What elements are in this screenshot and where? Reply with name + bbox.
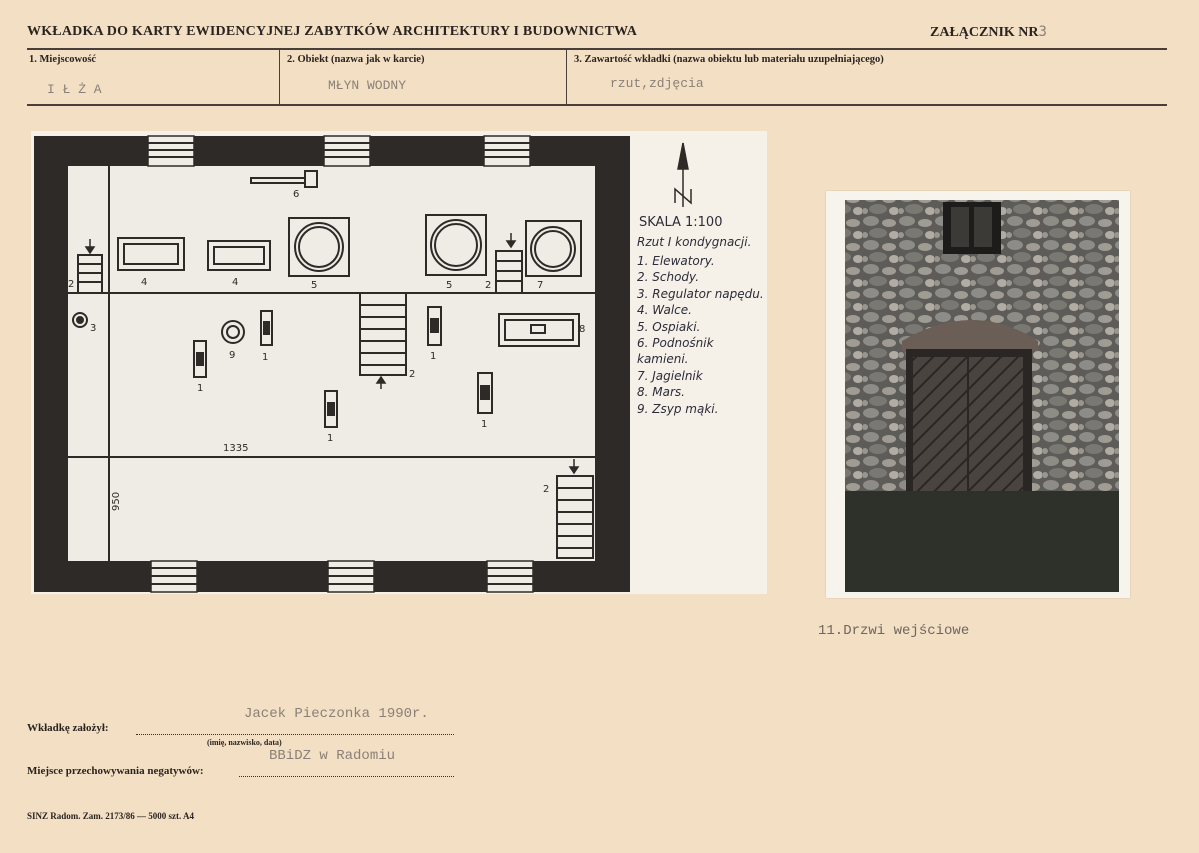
legend-item: 6. Podnośnik kamieni. [637, 336, 714, 367]
legend-item: 3. Regulator napędu. [637, 286, 764, 301]
label-2-right: 2 [485, 280, 492, 291]
dimension-width: 1335 [223, 443, 249, 454]
label-1-b: 1 [197, 383, 204, 394]
object-value: MŁYN WODNY [328, 78, 407, 93]
plan-scale: SKALA 1:100 [639, 215, 723, 230]
label-9: 9 [229, 350, 236, 361]
legend-item: 4. Walce. [637, 303, 692, 318]
label-5-a: 5 [311, 280, 318, 291]
author-value: Jacek Pieczonka 1990r. [244, 706, 429, 722]
label-1-c: 1 [430, 351, 437, 362]
plan-subtitle: Rzut I kondygnacji. [637, 235, 752, 249]
legend-item: 7. Jagielnik [637, 368, 703, 383]
label-3: 3 [90, 323, 97, 334]
locality-label: 1. Miejscowość [29, 54, 97, 65]
form-title: WKŁADKA DO KARTY EWIDENCYJNEJ ZABYTKÓW ARCHITEKTURY I BUDOWNICTWA [27, 24, 638, 39]
author-hint: (imię, nazwisko, data) [207, 738, 282, 747]
label-4-a: 4 [141, 277, 148, 288]
legend-item: 5. Ospiaki. [637, 319, 701, 334]
mars-sieve [499, 314, 579, 346]
upper-window-pane [974, 207, 992, 247]
north-arrow [675, 143, 691, 207]
legend-item: 1. Elewatory. [637, 254, 715, 268]
floor-plan-sheet [31, 131, 767, 594]
legend-item: 9. Zsyp mąki. [637, 401, 719, 416]
label-8: 8 [579, 324, 586, 335]
field-divider-1 [279, 50, 280, 104]
flour-chute [222, 321, 244, 343]
legend-item: 8. Mars. [637, 385, 685, 400]
locality-value: I Ł Ż A [47, 82, 102, 97]
grass [845, 491, 1119, 592]
fields-bottom-rule [27, 104, 1167, 106]
plan-legend [637, 253, 765, 417]
field-divider-2 [566, 50, 567, 104]
storage-label: Miejsce przechowywania negatywów: [27, 765, 204, 777]
label-2-left: 2 [68, 279, 75, 290]
label-4-b: 4 [232, 277, 239, 288]
print-footer: SINZ Radom. Zam. 2173/86 — 5000 szt. A4 [27, 811, 195, 821]
author-label: Wkładkę założył: [27, 722, 109, 734]
label-5-b: 5 [446, 280, 453, 291]
label-6: 6 [293, 189, 300, 200]
grinders [289, 215, 581, 276]
object-label: 2. Obiekt (nazwa jak w karcie) [287, 54, 425, 65]
content-value: rzut,zdjęcia [610, 76, 704, 91]
annex-label [930, 24, 1047, 41]
label-1-e: 1 [481, 419, 488, 430]
legend-item: 2. Schody. [637, 270, 700, 285]
photo-caption: 11.Drzwi wejściowe [818, 623, 970, 639]
door-photo-frame [826, 191, 1130, 598]
label-2-center: 2 [409, 369, 416, 380]
door-leaf-left [913, 357, 967, 495]
content-label: 3. Zawartość wkładki (nazwa obiektu lub materiału uzupełniającego) [574, 54, 884, 65]
label-2-bottom: 2 [543, 484, 550, 495]
door-photo [826, 191, 1130, 598]
storage-dotted-line [239, 775, 454, 777]
dimension-depth: 950 [111, 491, 122, 511]
door-leaf-right [969, 357, 1023, 495]
label-1-a: 1 [262, 352, 269, 363]
label-1-d: 1 [327, 433, 334, 444]
author-dotted-line [136, 733, 454, 735]
storage-value: BBiDZ w Radomiu [269, 748, 396, 764]
annex-number: 3 [1038, 24, 1047, 40]
upper-window-pane [951, 207, 969, 247]
header-rule [27, 48, 1167, 50]
drive-regulator [73, 313, 87, 327]
annex-label-text: ZAŁĄCZNIK NR [930, 25, 1039, 40]
label-7: 7 [537, 280, 544, 291]
